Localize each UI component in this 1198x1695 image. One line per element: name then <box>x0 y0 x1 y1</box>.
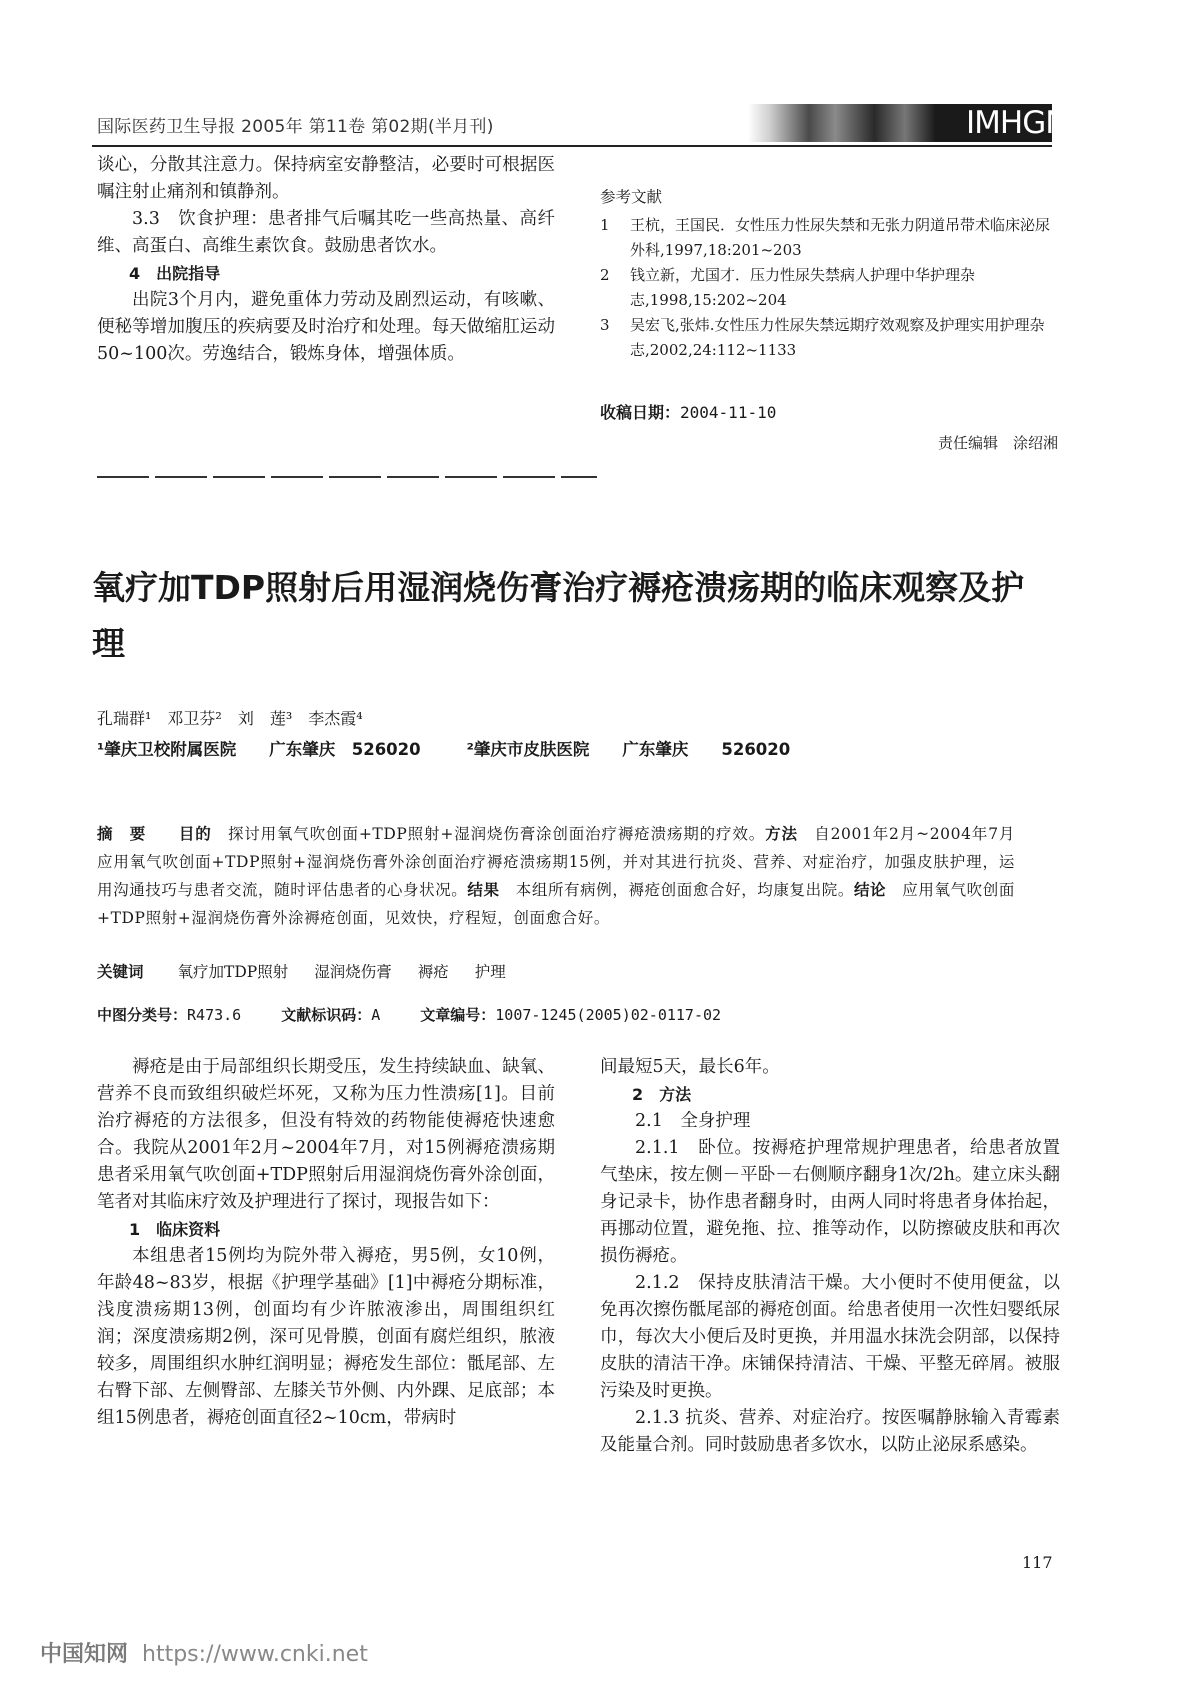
keyword: 护理 <box>474 963 506 981</box>
keyword: 氧疗加TDP照射 <box>177 963 289 981</box>
doc-code-label: 文献标识码： <box>281 1006 372 1024</box>
paragraph: 谈心，分散其注意力。保持病室安静整洁，必要时可根据医嘱注射止痛剂和镇静剂。 <box>97 155 555 202</box>
journal-logo: IMHGN <box>966 105 1068 141</box>
reference-text: 钱立新，尤国才．压力性尿失禁病人护理中华护理杂志,1998,15:202~204 <box>630 266 976 309</box>
section-heading: 1 临床资料 <box>129 1220 221 1239</box>
article-number-label: 文章编号： <box>420 1006 496 1024</box>
received-date <box>600 400 776 423</box>
responsible-editor: 责任编辑 涂绍湘 <box>937 434 1058 452</box>
body-right-column <box>600 1054 1060 1459</box>
classification-line <box>97 1004 721 1025</box>
received-value: 2004-11-10 <box>680 403 777 422</box>
section-heading: 4 出院指导 <box>129 264 221 283</box>
paragraph: 2.1.1 卧位。按褥疮护理常规护理患者，给患者放置气垫床，按左侧－平卧－右侧顺序翻身1次/2h。建立床头翻身记录卡，协作患者翻身时，由两人同时将患者身体抬起，再挪动位置，避免拖、拉、推等动作，以防擦破皮肤和再次损伤褥疮。 <box>600 1138 1060 1266</box>
references <box>600 185 1060 363</box>
section-heading: 2 方法 <box>632 1085 692 1104</box>
reference-text: 吴宏飞,张炜.女性压力性尿失禁远期疗效观察及护理实用护理杂志,2002,24:112~1133 <box>630 316 1045 359</box>
keywords <box>97 960 532 982</box>
cnki-footer <box>40 1637 368 1668</box>
page-number: 117 <box>1022 1553 1053 1572</box>
reference-number: 2 <box>600 266 610 284</box>
reference-text: 王杭，王国民．女性压力性尿失禁和无张力阴道吊带术临床泌尿外科,1997,18:201~203 <box>630 216 1051 259</box>
cnki-url[interactable]: https://www.cnki.net <box>142 1642 368 1667</box>
affiliation-2: ²肇庆市皮肤医院 广东肇庆 526020 <box>466 740 791 759</box>
journal-header: 国际医药卫生导报 2005年 第11卷 第02期(半月刊) <box>97 117 494 137</box>
reference-number: 1 <box>600 216 610 234</box>
reference-item <box>600 263 1060 313</box>
method-label: 方法 <box>765 825 798 843</box>
header-rule <box>92 145 1052 147</box>
paragraph: 2.1.2 保持皮肤清洁干燥。大小便时不使用便盆，以免再次擦伤骶尾部的褥疮创面。给患者使用一次性妇婴纸尿巾，每次大小便后及时更换，并用温水抹洗会阴部，以保持皮肤的清洁干净。床铺保持清洁、干燥、平整无碎屑。被服污染及时更换。 <box>600 1273 1060 1401</box>
article-number-value: 1007-1245(2005)02-0117-02 <box>495 1006 722 1024</box>
body-left-column <box>97 1054 555 1432</box>
clc-label: 中图分类号： <box>97 1006 188 1024</box>
paragraph: 出院3个月内，避免重体力劳动及剧烈运动，有咳嗽、便秘等增加腹压的疾病要及时治疗和处理。每天做缩肛运动50~100次。劳逸结合，锻炼身体，增强体质。 <box>97 290 555 364</box>
result-label: 结果 <box>467 881 500 899</box>
received-label: 收稿日期： <box>600 403 681 422</box>
paragraph: 褥疮是由于局部组织长期受压，发生持续缺血、缺氧、营养不良而致组织破烂坏死，又称为压力性溃疡[1]。目前治疗褥疮的方法很多，但没有特效的药物能使褥疮快速愈合。我院从2001年2月~2004年7月，对15例褥疮溃疡期患者采用氧气吹创面+TDP照射后用湿润烧伤膏外涂创面，笔者对其临床疗效及护理进行了探讨，现报告如下： <box>97 1057 555 1212</box>
previous-article-continuation <box>97 152 555 368</box>
subsection-heading: 2.1 全身护理 <box>635 1111 751 1131</box>
purpose-text: 探讨用氧气吹创面+TDP照射+湿润烧伤膏涂创面治疗褥疮溃疡期的疗效。 <box>227 825 766 843</box>
authors: 孔瑞群¹ 邓卫芬² 刘 莲³ 李杰霞⁴ <box>97 709 363 728</box>
header-decorative-band <box>748 104 966 142</box>
reference-number: 3 <box>600 316 610 334</box>
doc-code-value: A <box>371 1006 381 1024</box>
affiliations <box>97 736 790 760</box>
paragraph: 3.3 饮食护理：患者排气后嘱其吃一些高热量、高纤维、高蛋白、高维生素饮食。鼓励患者饮水。 <box>97 209 555 256</box>
reference-item <box>600 213 1060 263</box>
paragraph: 本组患者15例均为院外带入褥疮，男5例，女10例，年龄48~83岁，根据《护理学基础》[1]中褥疮分期标准，浅度溃疡期13例，创面均有少许脓液渗出，周围组织红润；深度溃疡期2例，深可见骨膜，创面有腐烂组织，脓液较多，周围组织水肿红润明显；褥疮发生部位：骶尾部、左右臀下部、左侧臀部、左膝关节外侧、内外踝、足底部；本组15例患者，褥疮创面直径2~10cm，带病时 <box>97 1246 555 1428</box>
section-divider <box>97 476 597 478</box>
keyword: 褥疮 <box>417 963 449 981</box>
cnki-brand: 中国知网 <box>40 1642 129 1667</box>
paragraph: 间最短5天，最长6年。 <box>600 1057 780 1077</box>
abstract <box>97 820 1015 932</box>
purpose-label: 目的 <box>178 825 212 843</box>
abstract-label: 摘 要 <box>97 825 147 843</box>
paragraph: 2.1.3 抗炎、营养、对症治疗。按医嘱静脉输入青霉素及能量合剂。同时鼓励患者多饮水，以防止泌尿系感染。 <box>600 1408 1060 1455</box>
article-title: 氧疗加TDP照射后用湿润烧伤膏治疗褥疮溃疡期的临床观察及护理 <box>92 568 1025 663</box>
affiliation-1: ¹肇庆卫校附属医院 广东肇庆 526020 <box>97 740 421 759</box>
result-text: 本组所有病例，褥疮创面愈合好，均康复出院。 <box>515 881 854 899</box>
method-text: 自2001年2月~2004年7月应用氧气吹创面+TDP照射+湿润烧伤膏外涂创面治疗褥疮溃疡期15例，并对其进行抗炎、营养、对症治疗，加强皮肤护理，运用沟通技巧与患者交流，随时评估患者的心身状况。 <box>97 825 1016 899</box>
keywords-label: 关键词 <box>97 963 144 981</box>
references-heading: 参考文献 <box>600 188 663 206</box>
conclusion-text: 应用氧气吹创面+TDP照射+湿润烧伤膏外涂褥疮创面，见效快，疗程短，创面愈合好。 <box>97 881 1015 927</box>
keyword: 湿润烧伤膏 <box>314 963 392 981</box>
reference-item <box>600 313 1060 363</box>
clc-value: R473.6 <box>187 1006 242 1024</box>
conclusion-label: 结论 <box>853 881 887 899</box>
